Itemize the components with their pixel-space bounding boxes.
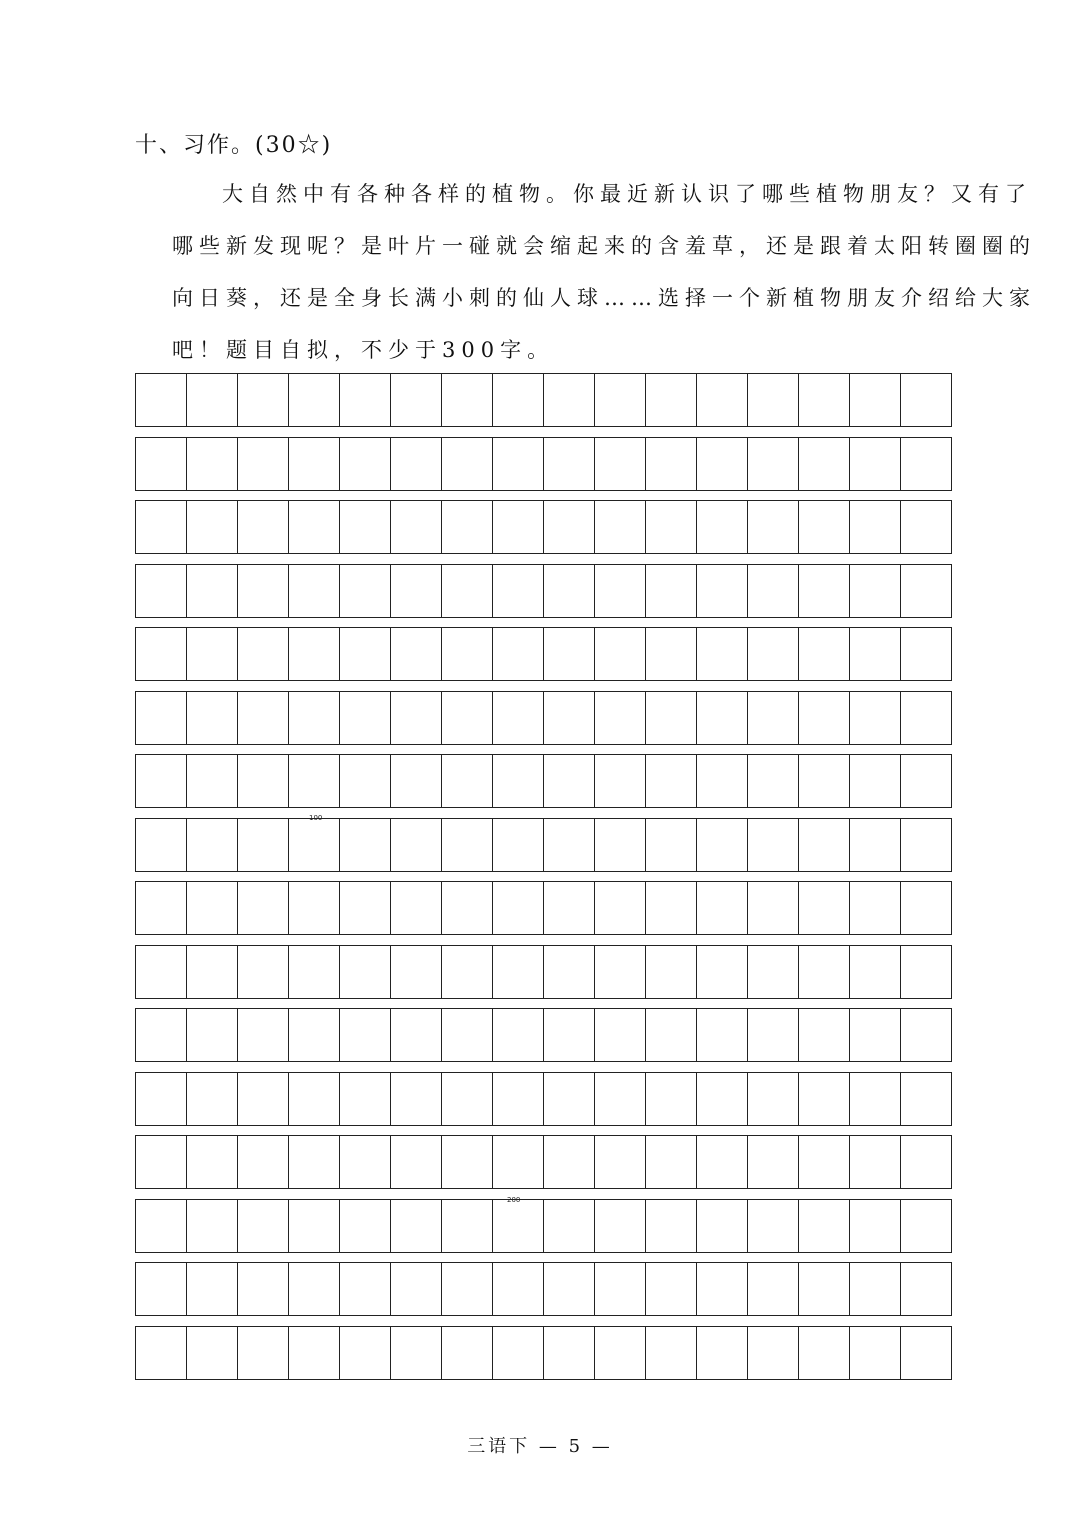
grid-cell[interactable] (136, 882, 187, 934)
grid-cell[interactable] (544, 1136, 595, 1188)
grid-cell[interactable] (697, 692, 748, 744)
grid-cell[interactable] (289, 628, 340, 680)
grid-cell[interactable] (238, 755, 289, 807)
grid-cell[interactable] (442, 692, 493, 744)
grid-cell[interactable] (850, 819, 901, 871)
grid-row (135, 1135, 952, 1189)
grid-cell[interactable] (595, 755, 646, 807)
grid-cell[interactable] (493, 1327, 544, 1379)
grid-cell[interactable] (289, 755, 340, 807)
grid-cell[interactable] (799, 1263, 850, 1315)
grid-cell[interactable] (850, 628, 901, 680)
grid-cell[interactable] (697, 1136, 748, 1188)
grid-cell[interactable] (799, 946, 850, 998)
grid-cell[interactable] (595, 1263, 646, 1315)
grid-cell[interactable] (187, 374, 238, 426)
grid-cell[interactable] (391, 755, 442, 807)
grid-cell[interactable] (238, 692, 289, 744)
grid-cell[interactable] (595, 692, 646, 744)
grid-cell[interactable] (289, 1263, 340, 1315)
grid-cell[interactable] (850, 946, 901, 998)
grid-cell[interactable] (850, 374, 901, 426)
grid-cell[interactable] (595, 819, 646, 871)
grid-cell[interactable] (850, 1073, 901, 1125)
grid-cell[interactable] (850, 565, 901, 617)
grid-row (135, 1326, 952, 1380)
grid-cell[interactable] (442, 1263, 493, 1315)
grid-cell[interactable] (595, 501, 646, 553)
word-count-marker-100: 100 (309, 814, 323, 822)
grid-cell[interactable] (697, 1073, 748, 1125)
grid-cell[interactable] (901, 628, 951, 680)
grid-cell[interactable] (238, 1200, 289, 1252)
grid-cell[interactable] (748, 946, 799, 998)
grid-cell[interactable] (187, 692, 238, 744)
grid-cell[interactable] (901, 438, 951, 490)
grid-cell[interactable] (646, 628, 697, 680)
grid-cell[interactable] (544, 946, 595, 998)
essay-heading: 十、习作。(30☆) (135, 133, 333, 158)
grid-cell[interactable] (799, 1327, 850, 1379)
grid-cell[interactable] (850, 1200, 901, 1252)
grid-cell[interactable] (544, 882, 595, 934)
grid-row (135, 564, 952, 618)
grid-cell[interactable] (493, 1073, 544, 1125)
grid-cell[interactable] (697, 1009, 748, 1061)
grid-cell[interactable] (646, 374, 697, 426)
prompt-line: 吧！题目自拟，不少于300字。 (172, 338, 555, 362)
grid-cell[interactable] (901, 819, 951, 871)
grid-cell[interactable] (136, 565, 187, 617)
grid-cell[interactable] (646, 755, 697, 807)
grid-row (135, 627, 952, 681)
grid-cell[interactable] (646, 1327, 697, 1379)
grid-cell[interactable] (187, 628, 238, 680)
grid-cell[interactable] (289, 1327, 340, 1379)
grid-cell[interactable] (850, 501, 901, 553)
grid-cell[interactable] (187, 1200, 238, 1252)
grid-cell[interactable] (136, 1263, 187, 1315)
grid-cell[interactable] (340, 946, 391, 998)
grid-cell[interactable] (187, 819, 238, 871)
grid-cell[interactable] (493, 1136, 544, 1188)
grid-cell[interactable] (850, 692, 901, 744)
grid-cell[interactable] (136, 819, 187, 871)
essay-prompt (172, 168, 1036, 376)
grid-cell[interactable] (748, 1200, 799, 1252)
grid-cell[interactable] (442, 1009, 493, 1061)
grid-cell[interactable] (901, 1073, 951, 1125)
grid-cell[interactable] (697, 628, 748, 680)
prompt-line: 向日葵，还是全身长满小刺的仙人球……选择一个新植物朋友介绍给大家 (172, 286, 1036, 310)
grid-cell[interactable] (748, 1009, 799, 1061)
grid-cell[interactable] (493, 946, 544, 998)
grid-cell[interactable] (493, 501, 544, 553)
grid-cell[interactable] (799, 1073, 850, 1125)
grid-cell[interactable] (901, 755, 951, 807)
grid-cell[interactable] (595, 1009, 646, 1061)
grid-cell[interactable] (697, 1263, 748, 1315)
grid-cell[interactable] (238, 946, 289, 998)
grid-cell[interactable] (340, 1009, 391, 1061)
grid-cell[interactable] (748, 692, 799, 744)
grid-cell[interactable] (595, 1073, 646, 1125)
grid-cell[interactable] (493, 755, 544, 807)
grid-cell[interactable] (442, 501, 493, 553)
grid-cell[interactable] (340, 819, 391, 871)
grid-cell[interactable] (646, 1009, 697, 1061)
grid-cell[interactable] (850, 438, 901, 490)
grid-cell[interactable] (544, 1009, 595, 1061)
grid-cell[interactable] (493, 692, 544, 744)
grid-cell[interactable] (391, 1073, 442, 1125)
grid-cell[interactable] (748, 819, 799, 871)
grid-cell[interactable] (442, 755, 493, 807)
grid-cell[interactable] (544, 501, 595, 553)
grid-cell[interactable] (595, 628, 646, 680)
grid-cell[interactable] (493, 374, 544, 426)
grid-cell[interactable] (595, 438, 646, 490)
grid-cell[interactable] (595, 882, 646, 934)
grid-cell[interactable] (799, 438, 850, 490)
grid-cell[interactable] (391, 565, 442, 617)
grid-cell[interactable] (136, 1009, 187, 1061)
grid-cell[interactable] (289, 882, 340, 934)
grid-cell[interactable] (136, 946, 187, 998)
grid-cell[interactable] (442, 1073, 493, 1125)
grid-cell[interactable] (391, 501, 442, 553)
grid-cell[interactable] (646, 438, 697, 490)
grid-row (135, 1008, 952, 1062)
grid-cell[interactable] (493, 882, 544, 934)
grid-cell[interactable] (850, 1327, 901, 1379)
grid-cell[interactable] (442, 946, 493, 998)
grid-cell[interactable] (187, 946, 238, 998)
grid-cell[interactable] (748, 1136, 799, 1188)
grid-cell[interactable] (544, 438, 595, 490)
grid-cell[interactable] (340, 628, 391, 680)
grid-row (135, 500, 952, 554)
grid-cell[interactable] (646, 946, 697, 998)
grid-row (135, 437, 952, 491)
grid-cell[interactable] (544, 819, 595, 871)
grid-cell[interactable] (238, 1073, 289, 1125)
grid-cell[interactable] (442, 628, 493, 680)
grid-row (135, 881, 952, 935)
grid-cell[interactable] (289, 819, 340, 871)
grid-cell[interactable] (238, 628, 289, 680)
grid-cell[interactable] (799, 565, 850, 617)
grid-cell[interactable] (901, 882, 951, 934)
grid-cell[interactable] (901, 1009, 951, 1061)
grid-cell[interactable] (238, 438, 289, 490)
grid-cell[interactable] (595, 1136, 646, 1188)
grid-cell[interactable] (595, 565, 646, 617)
grid-cell[interactable] (187, 565, 238, 617)
grid-cell[interactable] (187, 1263, 238, 1315)
grid-cell[interactable] (340, 565, 391, 617)
grid-cell[interactable] (340, 1136, 391, 1188)
grid-cell[interactable] (289, 501, 340, 553)
grid-cell[interactable] (697, 755, 748, 807)
grid-cell[interactable] (748, 438, 799, 490)
grid-cell[interactable] (697, 374, 748, 426)
grid-cell[interactable] (544, 692, 595, 744)
grid-cell[interactable] (748, 1327, 799, 1379)
grid-cell[interactable] (901, 1200, 951, 1252)
grid-cell[interactable] (289, 1136, 340, 1188)
grid-cell[interactable] (544, 1327, 595, 1379)
grid-cell[interactable] (748, 565, 799, 617)
grid-cell[interactable] (544, 1200, 595, 1252)
grid-cell[interactable] (697, 438, 748, 490)
grid-cell[interactable] (799, 819, 850, 871)
grid-cell[interactable] (697, 565, 748, 617)
grid-cell[interactable] (238, 819, 289, 871)
grid-cell[interactable] (850, 1009, 901, 1061)
grid-row (135, 1072, 952, 1126)
grid-cell[interactable] (391, 1327, 442, 1379)
grid-cell[interactable] (901, 1263, 951, 1315)
grid-cell[interactable] (799, 1009, 850, 1061)
grid-cell[interactable] (493, 1009, 544, 1061)
grid-cell[interactable] (493, 628, 544, 680)
grid-cell[interactable] (646, 565, 697, 617)
grid-cell[interactable] (289, 1073, 340, 1125)
grid-cell[interactable] (187, 501, 238, 553)
grid-cell[interactable] (238, 882, 289, 934)
grid-cell[interactable] (238, 1327, 289, 1379)
grid-cell[interactable] (901, 946, 951, 998)
grid-cell[interactable] (391, 882, 442, 934)
grid-cell[interactable] (646, 1200, 697, 1252)
grid-cell[interactable] (646, 692, 697, 744)
grid-cell[interactable] (136, 1327, 187, 1379)
grid-cell[interactable] (493, 1200, 544, 1252)
grid-cell[interactable] (799, 374, 850, 426)
grid-cell[interactable] (238, 1263, 289, 1315)
grid-cell[interactable] (187, 1136, 238, 1188)
grid-cell[interactable] (748, 501, 799, 553)
grid-cell[interactable] (748, 628, 799, 680)
grid-cell[interactable] (289, 692, 340, 744)
grid-cell[interactable] (748, 755, 799, 807)
grid-cell[interactable] (901, 1327, 951, 1379)
grid-cell[interactable] (901, 374, 951, 426)
grid-row (135, 1262, 952, 1316)
grid-cell[interactable] (340, 1327, 391, 1379)
grid-cell[interactable] (391, 819, 442, 871)
grid-row (135, 818, 952, 872)
grid-cell[interactable] (391, 692, 442, 744)
grid-cell[interactable] (187, 1327, 238, 1379)
grid-cell[interactable] (442, 1327, 493, 1379)
grid-cell[interactable] (238, 501, 289, 553)
grid-cell[interactable] (901, 565, 951, 617)
grid-cell[interactable] (340, 692, 391, 744)
grid-cell[interactable] (697, 946, 748, 998)
grid-cell[interactable] (442, 882, 493, 934)
grid-cell[interactable] (442, 438, 493, 490)
grid-cell[interactable] (697, 1200, 748, 1252)
grid-cell[interactable] (493, 565, 544, 617)
grid-row (135, 373, 952, 427)
grid-cell[interactable] (646, 819, 697, 871)
grid-cell[interactable] (136, 1200, 187, 1252)
grid-cell[interactable] (646, 1073, 697, 1125)
grid-cell[interactable] (850, 755, 901, 807)
grid-cell[interactable] (697, 1327, 748, 1379)
grid-cell[interactable] (544, 628, 595, 680)
page-footer: 三语下 — 5 — (467, 1436, 613, 1457)
grid-cell[interactable] (799, 1200, 850, 1252)
grid-cell[interactable] (391, 1009, 442, 1061)
grid-cell[interactable] (340, 1263, 391, 1315)
grid-cell[interactable] (595, 1327, 646, 1379)
grid-cell[interactable] (544, 755, 595, 807)
grid-cell[interactable] (340, 501, 391, 553)
grid-cell[interactable] (595, 1200, 646, 1252)
grid-cell[interactable] (340, 755, 391, 807)
grid-cell[interactable] (799, 692, 850, 744)
grid-cell[interactable] (340, 374, 391, 426)
grid-cell[interactable] (187, 1009, 238, 1061)
grid-cell[interactable] (136, 501, 187, 553)
grid-cell[interactable] (289, 438, 340, 490)
grid-cell[interactable] (442, 1136, 493, 1188)
grid-cell[interactable] (391, 1200, 442, 1252)
grid-cell[interactable] (595, 946, 646, 998)
grid-cell[interactable] (697, 882, 748, 934)
grid-cell[interactable] (442, 1200, 493, 1252)
grid-cell[interactable] (187, 438, 238, 490)
grid-cell[interactable] (799, 755, 850, 807)
grid-cell[interactable] (850, 882, 901, 934)
grid-cell[interactable] (748, 374, 799, 426)
grid-cell[interactable] (391, 374, 442, 426)
grid-cell[interactable] (850, 1136, 901, 1188)
grid-cell[interactable] (799, 501, 850, 553)
grid-cell[interactable] (442, 819, 493, 871)
prompt-line: 哪些新发现呢？是叶片一碰就会缩起来的含羞草，还是跟着太阳转圈圈的 (172, 234, 1036, 258)
grid-cell[interactable] (748, 882, 799, 934)
grid-cell[interactable] (136, 1136, 187, 1188)
grid-cell[interactable] (442, 565, 493, 617)
grid-cell[interactable] (901, 692, 951, 744)
grid-cell[interactable] (850, 1263, 901, 1315)
grid-cell[interactable] (646, 1136, 697, 1188)
grid-cell[interactable] (187, 755, 238, 807)
grid-cell[interactable] (289, 1009, 340, 1061)
grid-cell[interactable] (238, 565, 289, 617)
grid-row (135, 1199, 952, 1253)
grid-cell[interactable] (799, 628, 850, 680)
grid-cell[interactable] (136, 374, 187, 426)
grid-cell[interactable] (544, 1073, 595, 1125)
grid-cell[interactable] (340, 438, 391, 490)
word-count-marker-200: 200 (507, 1196, 521, 1204)
grid-cell[interactable] (697, 819, 748, 871)
grid-cell[interactable] (493, 1263, 544, 1315)
grid-cell[interactable] (544, 565, 595, 617)
grid-cell[interactable] (697, 501, 748, 553)
grid-cell[interactable] (187, 882, 238, 934)
grid-cell[interactable] (901, 501, 951, 553)
grid-cell[interactable] (136, 438, 187, 490)
grid-cell[interactable] (646, 1263, 697, 1315)
grid-row (135, 691, 952, 745)
grid-cell[interactable] (238, 374, 289, 426)
grid-cell[interactable] (340, 1073, 391, 1125)
grid-cell[interactable] (391, 438, 442, 490)
grid-cell[interactable] (289, 1200, 340, 1252)
grid-cell[interactable] (442, 374, 493, 426)
grid-cell[interactable] (391, 1263, 442, 1315)
grid-cell[interactable] (595, 374, 646, 426)
grid-row (135, 754, 952, 808)
grid-cell[interactable] (544, 1263, 595, 1315)
grid-cell[interactable] (493, 819, 544, 871)
grid-cell[interactable] (136, 692, 187, 744)
grid-cell[interactable] (493, 438, 544, 490)
grid-cell[interactable] (391, 946, 442, 998)
grid-cell[interactable] (646, 501, 697, 553)
grid-cell[interactable] (187, 1073, 238, 1125)
grid-cell[interactable] (136, 755, 187, 807)
grid-cell[interactable] (391, 628, 442, 680)
grid-cell[interactable] (289, 374, 340, 426)
grid-cell[interactable] (289, 565, 340, 617)
grid-cell[interactable] (544, 374, 595, 426)
grid-cell[interactable] (799, 882, 850, 934)
grid-cell[interactable] (238, 1136, 289, 1188)
grid-cell[interactable] (901, 1136, 951, 1188)
grid-cell[interactable] (136, 1073, 187, 1125)
grid-cell[interactable] (238, 1009, 289, 1061)
prompt-line: 大自然中有各种各样的植物。你最近新认识了哪些植物朋友？又有了 (222, 182, 1032, 206)
grid-cell[interactable] (391, 1136, 442, 1188)
grid-row (135, 945, 952, 999)
grid-cell[interactable] (748, 1263, 799, 1315)
grid-cell[interactable] (340, 1200, 391, 1252)
grid-cell[interactable] (748, 1073, 799, 1125)
grid-cell[interactable] (646, 882, 697, 934)
grid-cell[interactable] (136, 628, 187, 680)
grid-cell[interactable] (340, 882, 391, 934)
grid-cell[interactable] (799, 1136, 850, 1188)
grid-cell[interactable] (289, 946, 340, 998)
